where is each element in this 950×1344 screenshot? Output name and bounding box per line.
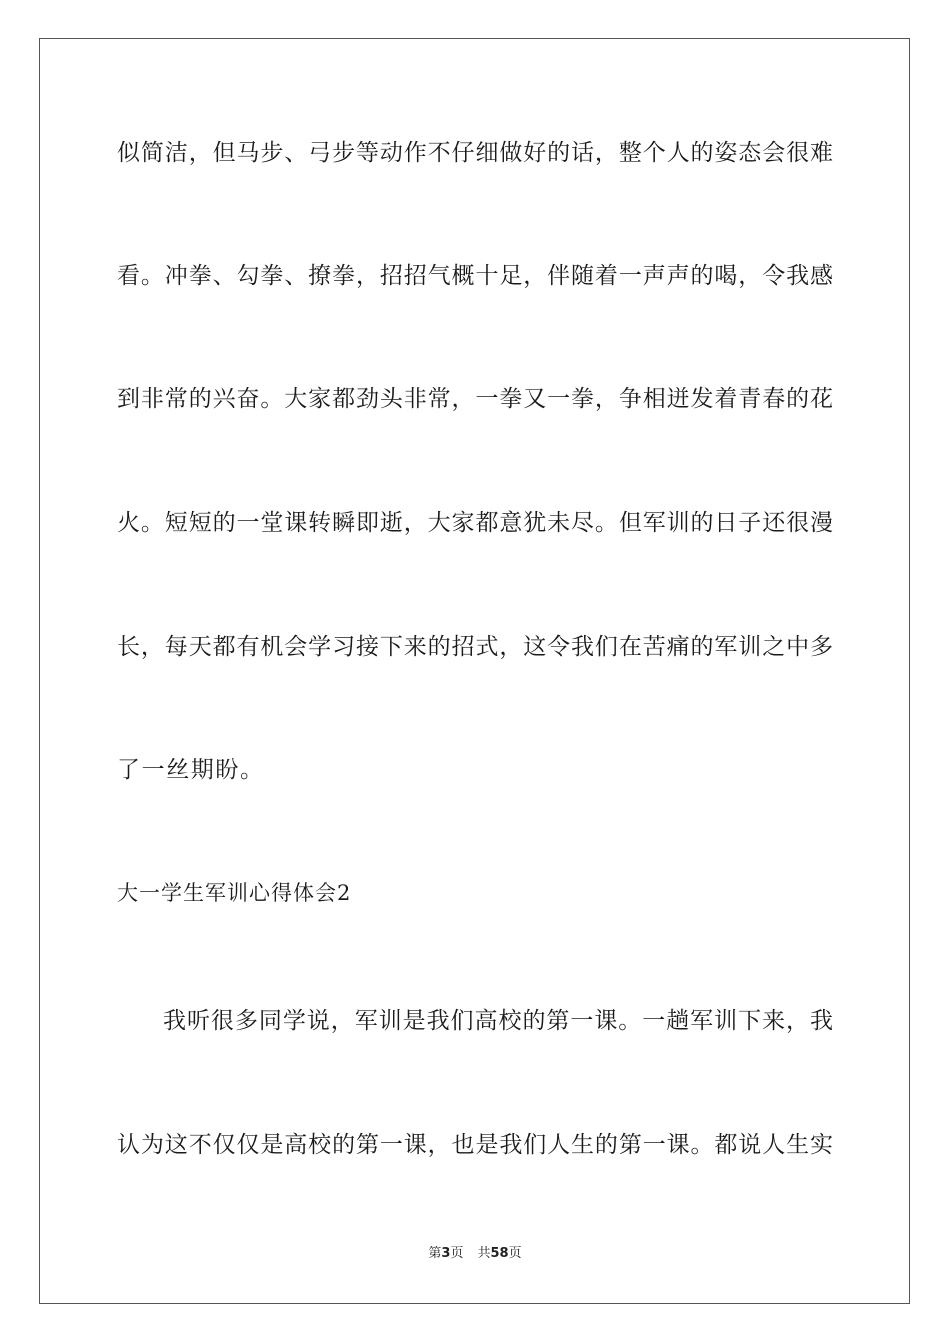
text-line: 看。冲拳、勾拳、撩拳，招招气概十足，伴随着一声声的喝，令我感	[117, 263, 833, 289]
text-line: 到非常的兴奋。大家都劲头非常，一拳又一拳，争相迸发着青春的花	[117, 386, 833, 412]
text-line: 认为这不仅仅是高校的第一课，也是我们人生的第一课。都说人生实	[117, 1132, 833, 1158]
total-prefix: 共	[477, 1246, 491, 1261]
page-suffix: 页	[450, 1246, 464, 1261]
total-pages: 58	[490, 1246, 509, 1261]
text-line: 似简洁，但马步、弓步等动作不仔细做好的话，整个人的姿态会很难	[117, 140, 833, 166]
page-prefix: 第	[428, 1246, 442, 1261]
page-border	[39, 38, 910, 1304]
text-line: 了一丝期盼。	[117, 757, 265, 783]
text-line: 我听很多同学说，军训是我们高校的第一课。一趟军训下来，我	[163, 1008, 833, 1034]
text-line: 火。短短的一堂课转瞬即逝，大家都意犹未尽。但军训的日子还很漫	[117, 510, 833, 536]
page-footer	[0, 1245, 950, 1263]
text-line: 长，每天都有机会学习接下来的招式，这令我们在苦痛的军训之中多	[117, 634, 833, 660]
section-heading: 大一学生军训心得体会2	[117, 881, 352, 905]
page-number: 3	[441, 1246, 451, 1261]
total-suffix: 页	[508, 1246, 522, 1261]
